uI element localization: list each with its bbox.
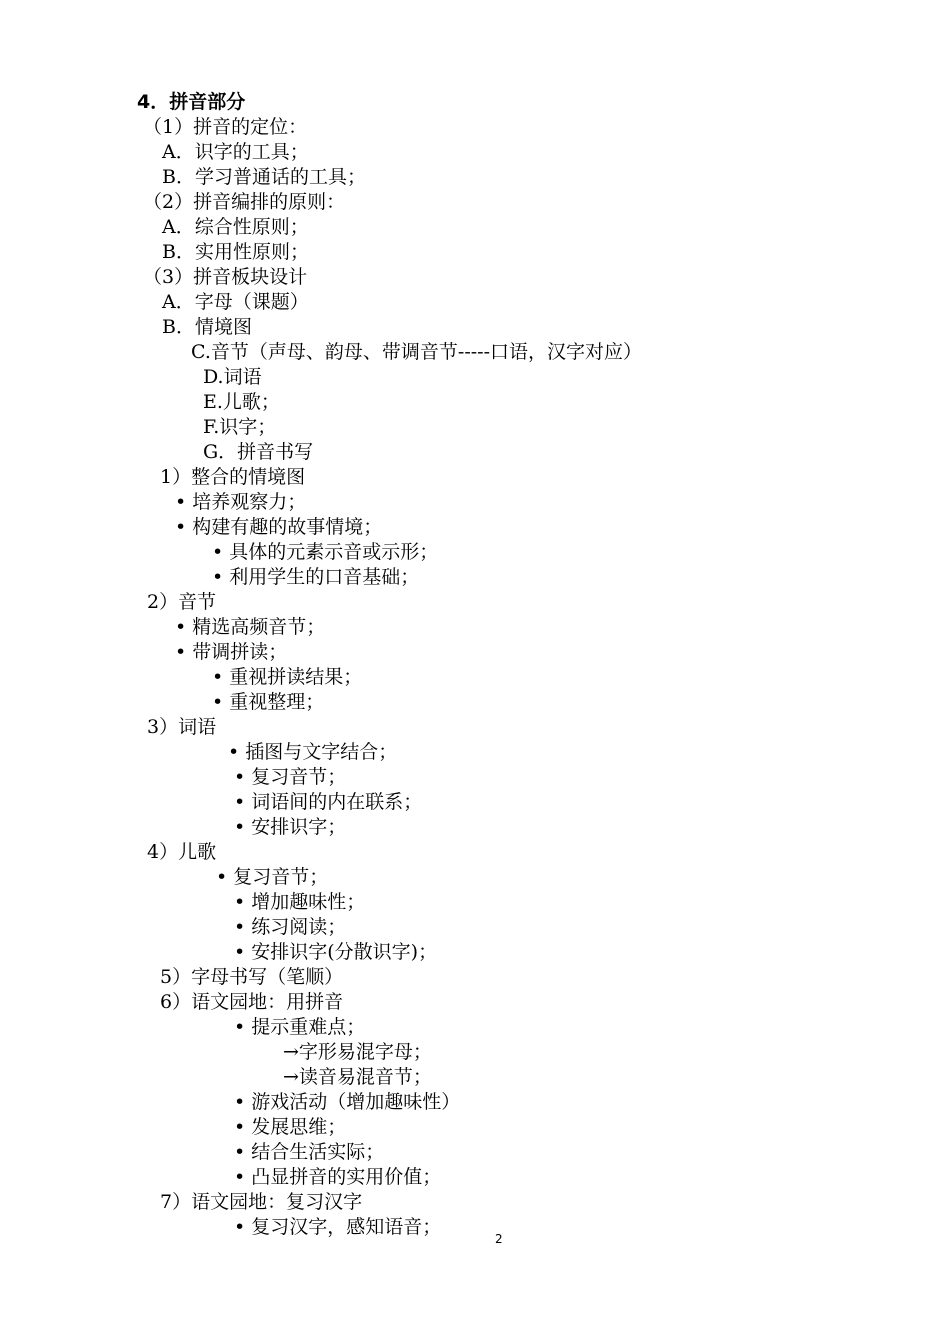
bullet-item: • 培养观察力； xyxy=(175,491,307,513)
item-title: 7）语文园地：复习汉字 xyxy=(160,1191,363,1213)
bullet-item: • 构建有趣的故事情境； xyxy=(175,516,383,538)
bullet-item: • 游戏活动（增加趣味性） xyxy=(234,1091,461,1113)
item-title: 3）词语 xyxy=(147,716,217,738)
bullet-item: • 精选高频音节； xyxy=(175,616,326,638)
arrow-item: →读音易混音节； xyxy=(283,1066,432,1088)
bullet-item: • 利用学生的口音基础； xyxy=(212,566,420,588)
bullet-item: • 重视整理； xyxy=(212,691,325,713)
bullet-item: • 增加趣味性； xyxy=(234,891,366,913)
bullet-item: • 具体的元素示音或示形； xyxy=(212,541,439,563)
list-item: D.词语 xyxy=(203,366,262,388)
bullet-item: • 词语间的内在联系； xyxy=(234,791,423,813)
list-item: A．字母（课题） xyxy=(162,291,309,313)
bullet-item: • 凸显拼音的实用价值； xyxy=(234,1166,442,1188)
list-item: A．综合性原则； xyxy=(162,216,309,238)
item-title: 2）音节 xyxy=(147,591,217,613)
list-item: B．实用性原则； xyxy=(162,241,309,263)
bullet-item: • 安排识字； xyxy=(234,816,347,838)
list-item: F.识字； xyxy=(203,416,277,438)
item-title: 4）儿歌 xyxy=(147,841,217,863)
list-item: A．识字的工具； xyxy=(162,141,309,163)
item-title: 1）整合的情境图 xyxy=(160,466,306,488)
list-item: B．情境图 xyxy=(162,316,252,338)
item-title: 6）语文园地：用拼音 xyxy=(160,991,344,1013)
subsection-title: （2）拼音编排的原则： xyxy=(143,191,346,213)
page-number: 2 xyxy=(495,1232,503,1246)
bullet-item: • 发展思维； xyxy=(234,1116,347,1138)
bullet-item: • 复习音节； xyxy=(216,866,329,888)
list-item: E.儿歌； xyxy=(203,391,280,413)
section-heading: 4．拼音部分 xyxy=(137,91,246,113)
bullet-item: • 安排识字(分散识字)； xyxy=(234,941,438,963)
list-item: G．拼音书写 xyxy=(203,441,314,463)
bullet-item: • 结合生活实际； xyxy=(234,1141,385,1163)
bullet-item: • 重视拼读结果； xyxy=(212,666,363,688)
bullet-item: • 练习阅读； xyxy=(234,916,347,938)
arrow-item: →字形易混字母； xyxy=(283,1041,432,1063)
subsection-title: （1）拼音的定位： xyxy=(143,116,308,138)
bullet-item: • 提示重难点； xyxy=(234,1016,366,1038)
subsection-title: （3）拼音板块设计 xyxy=(143,266,308,288)
bullet-item: • 插图与文字结合； xyxy=(228,741,398,763)
list-item: C.音节（声母、韵母、带调音节-----口语，汉字对应） xyxy=(191,341,643,363)
list-item: B．学习普通话的工具； xyxy=(162,166,366,188)
bullet-item: • 带调拼读； xyxy=(175,641,288,663)
bullet-item: • 复习音节； xyxy=(234,766,347,788)
item-title: 5）字母书写（笔顺） xyxy=(160,966,344,988)
bullet-item: • 复习汉字，感知语音； xyxy=(234,1216,442,1238)
